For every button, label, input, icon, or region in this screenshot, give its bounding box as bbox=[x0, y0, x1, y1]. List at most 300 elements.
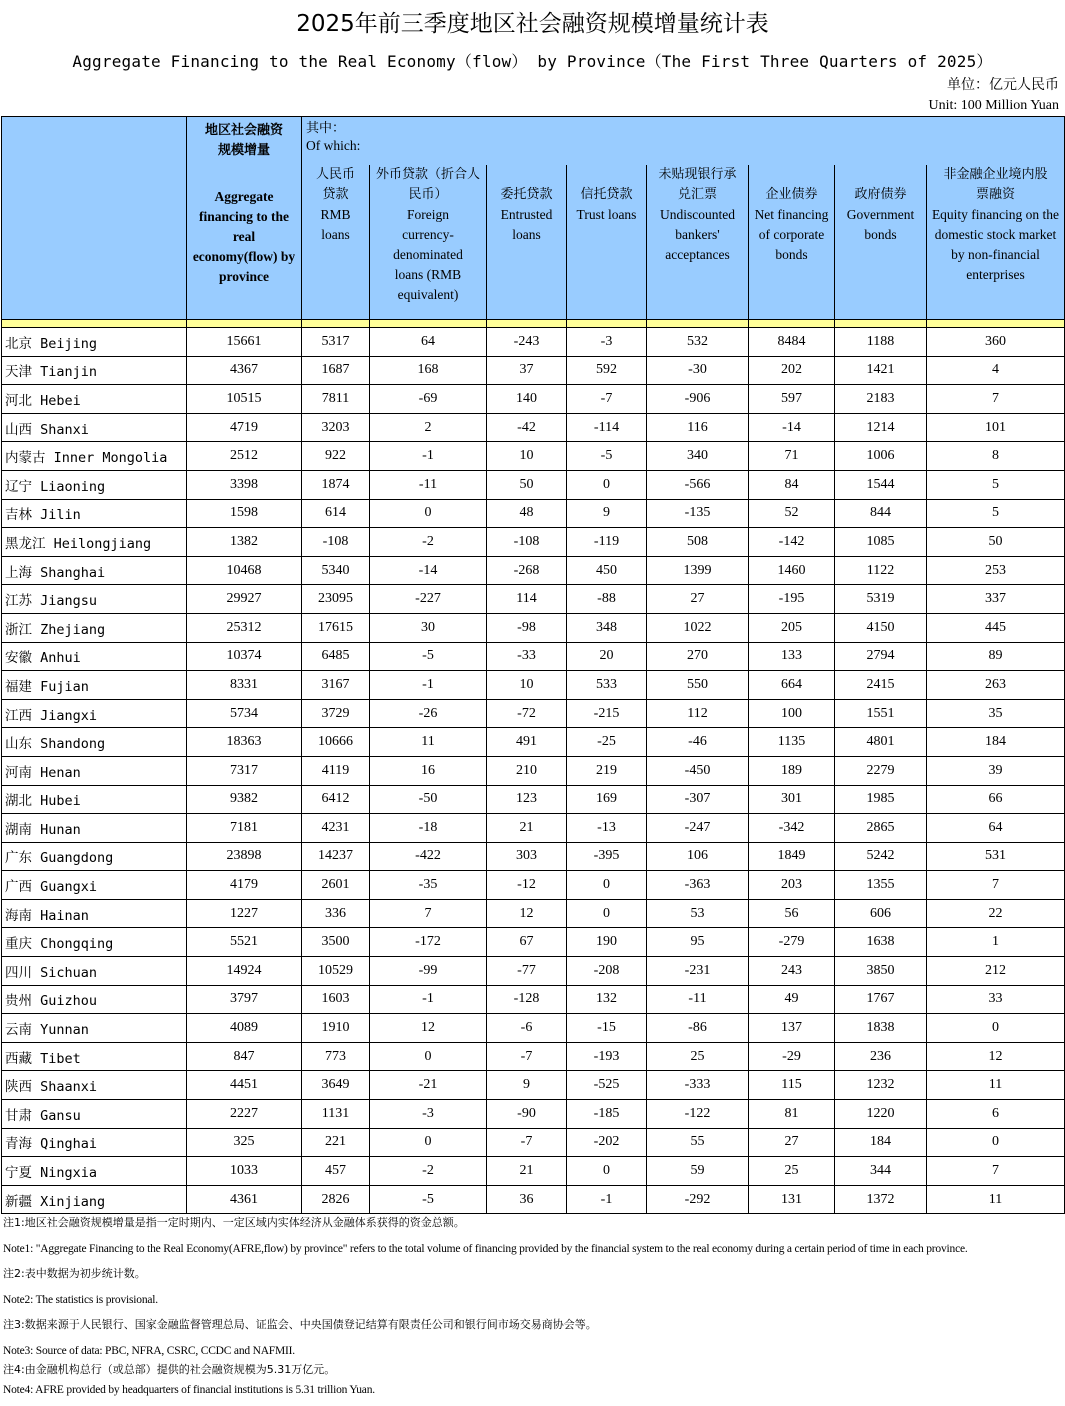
value-cell: -227 bbox=[370, 585, 487, 614]
footnotes bbox=[3, 1214, 1063, 1406]
value-cell: 1085 bbox=[835, 528, 927, 557]
financing-table bbox=[1, 116, 1065, 1214]
header-col-government-bonds: 政府债券 Government bonds bbox=[835, 165, 927, 320]
value-cell: 1985 bbox=[835, 785, 927, 814]
value-cell: -98 bbox=[487, 613, 567, 642]
table-row bbox=[2, 756, 1065, 785]
value-cell: 531 bbox=[927, 842, 1065, 871]
table-row bbox=[2, 613, 1065, 642]
value-cell: 8331 bbox=[187, 671, 302, 700]
header-aggregate bbox=[187, 117, 302, 320]
value-cell: 7811 bbox=[302, 385, 370, 414]
value-cell: -128 bbox=[487, 985, 567, 1014]
value-cell: 140 bbox=[487, 385, 567, 414]
province-name-cn: 内蒙古 bbox=[5, 450, 46, 466]
header-col-bankers-acceptances: 未贴现银行承兑汇票 Undiscounted bankers' acceptances bbox=[647, 165, 749, 320]
province-name bbox=[2, 814, 187, 843]
value-cell: -30 bbox=[647, 356, 749, 385]
value-cell: -13 bbox=[567, 814, 647, 843]
province-name-en: Tianjin bbox=[40, 364, 97, 380]
header-divider-band bbox=[2, 320, 1065, 328]
value-cell: -5 bbox=[370, 642, 487, 671]
value-cell: -450 bbox=[647, 756, 749, 785]
province-name-en: Fujian bbox=[40, 679, 89, 695]
value-cell: 203 bbox=[749, 871, 835, 900]
value-cell: 115 bbox=[749, 1071, 835, 1100]
value-cell: 137 bbox=[749, 1014, 835, 1043]
value-cell: 7181 bbox=[187, 814, 302, 843]
table-row bbox=[2, 1128, 1065, 1157]
province-name bbox=[2, 1128, 187, 1157]
value-cell: 14237 bbox=[302, 842, 370, 871]
value-cell: -202 bbox=[567, 1128, 647, 1157]
province-name-en: Shanghai bbox=[40, 565, 105, 581]
footnote-1-en: Note1: "Aggregate Financing to the Real Economy(AFRE,flow) by province" refers to the total volume of financing provided by the financial system to the real economy during a certain period of time in each province. bbox=[3, 1240, 1063, 1266]
value-cell: -2 bbox=[370, 1157, 487, 1186]
value-cell: -14 bbox=[749, 413, 835, 442]
value-cell: 1687 bbox=[302, 356, 370, 385]
value-cell: 2512 bbox=[187, 442, 302, 471]
value-cell: 132 bbox=[567, 985, 647, 1014]
province-name bbox=[2, 699, 187, 728]
value-cell: 37 bbox=[487, 356, 567, 385]
value-cell: 922 bbox=[302, 442, 370, 471]
province-name-cn: 湖南 bbox=[5, 822, 32, 838]
value-cell: 2183 bbox=[835, 385, 927, 414]
province-name bbox=[2, 1042, 187, 1071]
value-cell: 20 bbox=[567, 642, 647, 671]
footnote-3-cn: 注3:数据来源于人民银行、国家金融监督管理总局、证监会、中央国债登记结算有限责任公司和银行间市场交易商协会等。 bbox=[3, 1316, 1063, 1342]
province-name-cn: 河北 bbox=[5, 393, 32, 409]
value-cell: 0 bbox=[927, 1128, 1065, 1157]
value-cell: -5 bbox=[567, 442, 647, 471]
value-cell: 606 bbox=[835, 899, 927, 928]
value-cell: 445 bbox=[927, 613, 1065, 642]
value-cell: 11 bbox=[927, 1071, 1065, 1100]
footnote-1-cn: 注1:地区社会融资规模增量是指一定时期内、一定区域内实体经济从金融体系获得的资金总额。 bbox=[3, 1214, 1063, 1240]
value-cell: 5340 bbox=[302, 556, 370, 585]
value-cell: 67 bbox=[487, 928, 567, 957]
value-cell: 14924 bbox=[187, 957, 302, 986]
table-row bbox=[2, 385, 1065, 414]
value-cell: 112 bbox=[647, 699, 749, 728]
table-row bbox=[2, 785, 1065, 814]
province-name bbox=[2, 499, 187, 528]
province-name bbox=[2, 642, 187, 671]
value-cell: 0 bbox=[567, 899, 647, 928]
value-cell: 301 bbox=[749, 785, 835, 814]
value-cell: 0 bbox=[567, 871, 647, 900]
province-name-cn: 宁夏 bbox=[5, 1165, 32, 1181]
table-body bbox=[2, 328, 1065, 1214]
value-cell: 773 bbox=[302, 1042, 370, 1071]
value-cell: 6 bbox=[927, 1100, 1065, 1129]
province-name bbox=[2, 671, 187, 700]
value-cell: 450 bbox=[567, 556, 647, 585]
value-cell: 0 bbox=[567, 470, 647, 499]
province-name bbox=[2, 356, 187, 385]
province-name-en: Henan bbox=[40, 765, 81, 781]
value-cell: -3 bbox=[567, 328, 647, 357]
table-row bbox=[2, 413, 1065, 442]
province-name-en: Yunnan bbox=[40, 1022, 89, 1038]
value-cell: 1838 bbox=[835, 1014, 927, 1043]
value-cell: 6485 bbox=[302, 642, 370, 671]
value-cell: 10515 bbox=[187, 385, 302, 414]
value-cell: 5242 bbox=[835, 842, 927, 871]
value-cell: 4119 bbox=[302, 756, 370, 785]
value-cell: -1 bbox=[370, 985, 487, 1014]
value-cell: -7 bbox=[487, 1128, 567, 1157]
header-aggregate-cn: 地区社会融资规模增量 bbox=[187, 117, 301, 161]
value-cell: 9 bbox=[567, 499, 647, 528]
value-cell: 0 bbox=[370, 1128, 487, 1157]
province-name-cn: 辽宁 bbox=[5, 479, 32, 495]
province-name-en: Guangdong bbox=[40, 850, 113, 866]
value-cell: 6412 bbox=[302, 785, 370, 814]
value-cell: 0 bbox=[370, 499, 487, 528]
value-cell: 12 bbox=[370, 1014, 487, 1043]
province-name-cn: 湖北 bbox=[5, 793, 32, 809]
value-cell: -122 bbox=[647, 1100, 749, 1129]
value-cell: 25312 bbox=[187, 613, 302, 642]
header-col-equity-financing: 非金融企业境内股票融资 Equity financing on the domestic stock market by non-financial enterprises bbox=[927, 165, 1065, 320]
province-name bbox=[2, 528, 187, 557]
value-cell: 114 bbox=[487, 585, 567, 614]
value-cell: 25 bbox=[647, 1042, 749, 1071]
value-cell: 133 bbox=[749, 642, 835, 671]
province-name bbox=[2, 842, 187, 871]
province-name bbox=[2, 899, 187, 928]
value-cell: 89 bbox=[927, 642, 1065, 671]
value-cell: -292 bbox=[647, 1185, 749, 1214]
value-cell: -5 bbox=[370, 1185, 487, 1214]
province-name bbox=[2, 413, 187, 442]
province-name bbox=[2, 957, 187, 986]
value-cell: 4719 bbox=[187, 413, 302, 442]
value-cell: -11 bbox=[370, 470, 487, 499]
footnote-2-en: Note2: The statistics is provisional. bbox=[3, 1291, 1063, 1317]
table-row bbox=[2, 985, 1065, 1014]
value-cell: -72 bbox=[487, 699, 567, 728]
table-row bbox=[2, 957, 1065, 986]
value-cell: -50 bbox=[370, 785, 487, 814]
table-row bbox=[2, 1100, 1065, 1129]
value-cell: 1122 bbox=[835, 556, 927, 585]
value-cell: 10 bbox=[487, 671, 567, 700]
province-name bbox=[2, 613, 187, 642]
value-cell: 5 bbox=[927, 470, 1065, 499]
table-row bbox=[2, 671, 1065, 700]
value-cell: -6 bbox=[487, 1014, 567, 1043]
value-cell: 190 bbox=[567, 928, 647, 957]
value-cell: 340 bbox=[647, 442, 749, 471]
value-cell: -14 bbox=[370, 556, 487, 585]
province-name bbox=[2, 385, 187, 414]
province-name-cn: 陕西 bbox=[5, 1079, 32, 1095]
value-cell: 4150 bbox=[835, 613, 927, 642]
table-row bbox=[2, 556, 1065, 585]
province-name-cn: 云南 bbox=[5, 1022, 32, 1038]
value-cell: 3167 bbox=[302, 671, 370, 700]
province-name bbox=[2, 1157, 187, 1186]
value-cell: -88 bbox=[567, 585, 647, 614]
value-cell: 17615 bbox=[302, 613, 370, 642]
table-row bbox=[2, 499, 1065, 528]
value-cell: 1372 bbox=[835, 1185, 927, 1214]
value-cell: -195 bbox=[749, 585, 835, 614]
value-cell: 205 bbox=[749, 613, 835, 642]
value-cell: 101 bbox=[927, 413, 1065, 442]
value-cell: 219 bbox=[567, 756, 647, 785]
province-name-cn: 江苏 bbox=[5, 593, 32, 609]
value-cell: 12 bbox=[487, 899, 567, 928]
value-cell: -7 bbox=[567, 385, 647, 414]
province-name bbox=[2, 985, 187, 1014]
value-cell: -18 bbox=[370, 814, 487, 843]
value-cell: 36 bbox=[487, 1185, 567, 1214]
value-cell: 9382 bbox=[187, 785, 302, 814]
value-cell: 35 bbox=[927, 699, 1065, 728]
value-cell: 1910 bbox=[302, 1014, 370, 1043]
value-cell: 0 bbox=[927, 1014, 1065, 1043]
value-cell: 4179 bbox=[187, 871, 302, 900]
value-cell: -208 bbox=[567, 957, 647, 986]
value-cell: -268 bbox=[487, 556, 567, 585]
unit-label-cn: 单位：亿元人民币 bbox=[947, 76, 1059, 94]
value-cell: 5317 bbox=[302, 328, 370, 357]
value-cell: -172 bbox=[370, 928, 487, 957]
value-cell: 0 bbox=[567, 1157, 647, 1186]
province-name-en: Jilin bbox=[40, 507, 81, 523]
value-cell: 29927 bbox=[187, 585, 302, 614]
value-cell: 4367 bbox=[187, 356, 302, 385]
province-name bbox=[2, 785, 187, 814]
province-name-cn: 北京 bbox=[5, 336, 32, 352]
value-cell: 2227 bbox=[187, 1100, 302, 1129]
value-cell: -395 bbox=[567, 842, 647, 871]
table-row bbox=[2, 1157, 1065, 1186]
table-row bbox=[2, 585, 1065, 614]
value-cell: 1544 bbox=[835, 470, 927, 499]
province-name-cn: 安徽 bbox=[5, 650, 32, 666]
province-name bbox=[2, 556, 187, 585]
value-cell: -307 bbox=[647, 785, 749, 814]
value-cell: 2826 bbox=[302, 1185, 370, 1214]
province-name-en: Heilongjiang bbox=[54, 536, 152, 552]
value-cell: 3850 bbox=[835, 957, 927, 986]
value-cell: 11 bbox=[927, 1185, 1065, 1214]
value-cell: -566 bbox=[647, 470, 749, 499]
value-cell: 253 bbox=[927, 556, 1065, 585]
table-row bbox=[2, 1042, 1065, 1071]
value-cell: 2279 bbox=[835, 756, 927, 785]
footnote-2-cn: 注2:表中数据为初步统计数。 bbox=[3, 1265, 1063, 1291]
value-cell: -11 bbox=[647, 985, 749, 1014]
page-subtitle: Aggregate Financing to the Real Economy（flow） by Province（The First Three Quarters of 2025） bbox=[0, 51, 1065, 73]
value-cell: 664 bbox=[749, 671, 835, 700]
value-cell: 1006 bbox=[835, 442, 927, 471]
value-cell: 592 bbox=[567, 356, 647, 385]
value-cell: 1232 bbox=[835, 1071, 927, 1100]
province-name-en: Hubei bbox=[40, 793, 81, 809]
value-cell: -108 bbox=[487, 528, 567, 557]
value-cell: -422 bbox=[370, 842, 487, 871]
header-col-foreign-loans: 外币贷款（折合人民币） Foreign currency-denominated loans (RMB equivalent) bbox=[370, 165, 487, 320]
value-cell: -333 bbox=[647, 1071, 749, 1100]
value-cell: 1355 bbox=[835, 871, 927, 900]
value-cell: 1227 bbox=[187, 899, 302, 928]
province-name-en: Zhejiang bbox=[40, 622, 105, 638]
province-name-en: Beijing bbox=[40, 336, 97, 352]
province-name-en: Jiangxi bbox=[40, 708, 97, 724]
value-cell: -243 bbox=[487, 328, 567, 357]
value-cell: 550 bbox=[647, 671, 749, 700]
value-cell: 270 bbox=[647, 642, 749, 671]
value-cell: 64 bbox=[927, 814, 1065, 843]
value-cell: -46 bbox=[647, 728, 749, 757]
value-cell: 344 bbox=[835, 1157, 927, 1186]
value-cell: -26 bbox=[370, 699, 487, 728]
province-name-cn: 山东 bbox=[5, 736, 32, 752]
province-name-cn: 天津 bbox=[5, 364, 32, 380]
value-cell: 27 bbox=[749, 1128, 835, 1157]
province-name bbox=[2, 470, 187, 499]
value-cell: 7 bbox=[927, 385, 1065, 414]
value-cell: 4231 bbox=[302, 814, 370, 843]
table-row bbox=[2, 928, 1065, 957]
value-cell: -906 bbox=[647, 385, 749, 414]
value-cell: 0 bbox=[370, 1042, 487, 1071]
footnote-4-cn: 注4:由金融机构总行（或总部）提供的社会融资规模为5.31万亿元。 bbox=[3, 1361, 1063, 1381]
value-cell: -342 bbox=[749, 814, 835, 843]
value-cell: -12 bbox=[487, 871, 567, 900]
table-row bbox=[2, 699, 1065, 728]
value-cell: 1460 bbox=[749, 556, 835, 585]
province-name bbox=[2, 328, 187, 357]
table-row bbox=[2, 871, 1065, 900]
value-cell: 4451 bbox=[187, 1071, 302, 1100]
value-cell: 3729 bbox=[302, 699, 370, 728]
header-corner-cell bbox=[2, 117, 187, 320]
province-name-cn: 西藏 bbox=[5, 1051, 32, 1067]
value-cell: 23095 bbox=[302, 585, 370, 614]
province-name-en: Shandong bbox=[40, 736, 105, 752]
value-cell: 1022 bbox=[647, 613, 749, 642]
table-row bbox=[2, 1014, 1065, 1043]
value-cell: 1874 bbox=[302, 470, 370, 499]
value-cell: 7317 bbox=[187, 756, 302, 785]
table-row bbox=[2, 814, 1065, 843]
value-cell: -86 bbox=[647, 1014, 749, 1043]
value-cell: 27 bbox=[647, 585, 749, 614]
province-name-cn: 河南 bbox=[5, 765, 32, 781]
province-name-cn: 黑龙江 bbox=[5, 536, 46, 552]
province-name-en: Ningxia bbox=[40, 1165, 97, 1181]
table-header bbox=[2, 117, 1065, 328]
value-cell: 325 bbox=[187, 1128, 302, 1157]
value-cell: -35 bbox=[370, 871, 487, 900]
province-name-en: Hainan bbox=[40, 908, 89, 924]
province-name bbox=[2, 585, 187, 614]
value-cell: 15661 bbox=[187, 328, 302, 357]
province-name-cn: 海南 bbox=[5, 908, 32, 924]
province-name-en: Sichuan bbox=[40, 965, 97, 981]
value-cell: 2865 bbox=[835, 814, 927, 843]
value-cell: 71 bbox=[749, 442, 835, 471]
value-cell: 614 bbox=[302, 499, 370, 528]
value-cell: 116 bbox=[647, 413, 749, 442]
value-cell: 360 bbox=[927, 328, 1065, 357]
province-name-en: Guangxi bbox=[40, 879, 97, 895]
value-cell: 1767 bbox=[835, 985, 927, 1014]
value-cell: 10 bbox=[487, 442, 567, 471]
header-aggregate-en: Aggregate financing to the real economy(flow) by province bbox=[187, 187, 301, 287]
value-cell: 21 bbox=[487, 814, 567, 843]
value-cell: 33 bbox=[927, 985, 1065, 1014]
value-cell: -363 bbox=[647, 871, 749, 900]
value-cell: -15 bbox=[567, 1014, 647, 1043]
value-cell: 12 bbox=[927, 1042, 1065, 1071]
value-cell: -1 bbox=[370, 442, 487, 471]
value-cell: 491 bbox=[487, 728, 567, 757]
province-name-cn: 新疆 bbox=[5, 1194, 32, 1210]
header-col-entrusted-loans: 委托贷款 Entrusted loans bbox=[487, 165, 567, 320]
value-cell: 263 bbox=[927, 671, 1065, 700]
province-name-cn: 上海 bbox=[5, 565, 32, 581]
value-cell: 10666 bbox=[302, 728, 370, 757]
table-row bbox=[2, 442, 1065, 471]
value-cell: 53 bbox=[647, 899, 749, 928]
province-name bbox=[2, 442, 187, 471]
table-row bbox=[2, 1185, 1065, 1214]
province-name-en: Guizhou bbox=[40, 993, 97, 1009]
table-row bbox=[2, 842, 1065, 871]
value-cell: 336 bbox=[302, 899, 370, 928]
province-name-cn: 甘肃 bbox=[5, 1108, 32, 1124]
value-cell: 3203 bbox=[302, 413, 370, 442]
province-name-cn: 广东 bbox=[5, 850, 32, 866]
value-cell: 81 bbox=[749, 1100, 835, 1129]
value-cell: 1033 bbox=[187, 1157, 302, 1186]
value-cell: 56 bbox=[749, 899, 835, 928]
value-cell: 243 bbox=[749, 957, 835, 986]
value-cell: 1131 bbox=[302, 1100, 370, 1129]
value-cell: 169 bbox=[567, 785, 647, 814]
province-name bbox=[2, 1071, 187, 1100]
value-cell: 532 bbox=[647, 328, 749, 357]
value-cell: 202 bbox=[749, 356, 835, 385]
value-cell: 1188 bbox=[835, 328, 927, 357]
province-name-en: Hebei bbox=[40, 393, 81, 409]
province-name bbox=[2, 756, 187, 785]
value-cell: 8484 bbox=[749, 328, 835, 357]
province-name-en: Gansu bbox=[40, 1108, 81, 1124]
value-cell: 1382 bbox=[187, 528, 302, 557]
province-name-cn: 浙江 bbox=[5, 622, 32, 638]
header-col-trust-loans: 信托贷款 Trust loans bbox=[567, 165, 647, 320]
value-cell: 10529 bbox=[302, 957, 370, 986]
footnote-3-en: Note3: Source of data: PBC, NFRA, CSRC, CCDC and NAFMII. bbox=[3, 1342, 1063, 1362]
province-name-en: Xinjiang bbox=[40, 1194, 105, 1210]
value-cell: 2794 bbox=[835, 642, 927, 671]
province-name-cn: 贵州 bbox=[5, 993, 32, 1009]
value-cell: 236 bbox=[835, 1042, 927, 1071]
value-cell: 123 bbox=[487, 785, 567, 814]
value-cell: -3 bbox=[370, 1100, 487, 1129]
value-cell: -33 bbox=[487, 642, 567, 671]
header-of-which bbox=[302, 117, 1065, 165]
